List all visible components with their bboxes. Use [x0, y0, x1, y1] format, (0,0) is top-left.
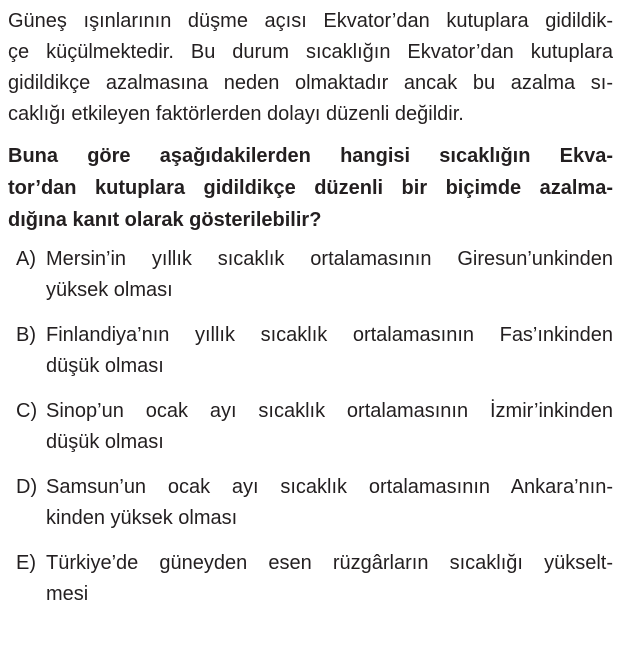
passage-line: Güneş ışınlarının düşme açısı Ekvator’dan kutuplara gidildik-	[8, 10, 613, 32]
question-line: tor’dan kutuplara gidildikçe düzenli bir biçimde azalma-	[8, 177, 613, 199]
question-line: Buna göre aşağıdakilerden hangisi sıcaklığın Ekva-	[8, 145, 613, 167]
option-text-line: düşük olması	[46, 355, 164, 377]
passage-line: caklığı etkileyen faktörlerden dolayı düzenli değildir.	[8, 103, 464, 125]
question-line: dığına kanıt olarak gösterilebilir?	[8, 209, 322, 231]
option-a[interactable]	[8, 244, 613, 306]
passage-text	[8, 6, 613, 130]
option-e[interactable]	[8, 548, 613, 610]
option-letter: E)	[16, 552, 36, 574]
option-text-line: Türkiye’de güneyden esen rüzgârların sıcaklığı yükselt-	[46, 552, 613, 574]
option-letter: B)	[16, 324, 36, 346]
question-stem	[8, 140, 613, 236]
option-text-line: yüksek olması	[46, 279, 173, 301]
option-letter: C)	[16, 400, 38, 422]
option-letter: A)	[16, 248, 36, 270]
passage-line: gidildikçe azalmasına neden olmaktadır ancak bu azalma sı-	[8, 72, 613, 94]
option-text-line: mesi	[46, 583, 89, 605]
option-text-line: Finlandiya’nın yıllık sıcaklık ortalamasının Fas’ınkinden	[46, 324, 613, 346]
option-c[interactable]	[8, 396, 613, 458]
option-text-line: Mersin’in yıllık sıcaklık ortalamasının Giresun’unkinden	[46, 248, 613, 270]
option-text-line: düşük olması	[46, 431, 164, 453]
option-text-line: kinden yüksek olması	[46, 507, 238, 529]
option-b[interactable]	[8, 320, 613, 382]
option-text-line: Sinop’un ocak ayı sıcaklık ortalamasının İzmir’inkinden	[46, 400, 613, 422]
answer-options	[8, 244, 613, 610]
option-letter: D)	[16, 476, 38, 498]
option-d[interactable]	[8, 472, 613, 534]
option-text-line: Samsun’un ocak ayı sıcaklık ortalamasının Ankara’nın-	[46, 476, 613, 498]
passage-line: çe küçülmektedir. Bu durum sıcaklığın Ekvator’dan kutuplara	[8, 41, 613, 63]
